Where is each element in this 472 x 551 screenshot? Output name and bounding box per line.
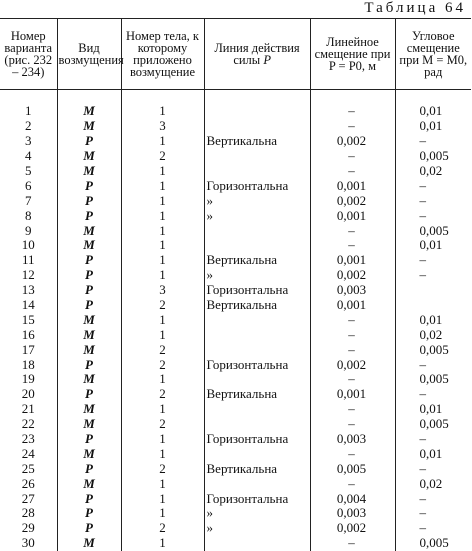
angular-cell: 0,005 (395, 149, 471, 164)
header-row (0, 19, 471, 90)
force-line-cell: Вертикальна (204, 253, 310, 268)
linear-cell: – (310, 119, 395, 134)
variant-cell: 8 (25, 207, 32, 223)
angular-cell: 0,01 (395, 104, 471, 119)
linear-cell: 0,001 (310, 253, 395, 268)
header-load-type: Вид возмущения (57, 19, 121, 90)
body-number-cell: 2 (121, 342, 204, 357)
variant-cell: 19 (21, 371, 35, 387)
body-number-cell: 1 (121, 312, 204, 327)
body-number-cell: 2 (121, 461, 204, 476)
load-type-cell: M (57, 164, 121, 179)
force-line-cell (204, 312, 310, 327)
header-force-line-text: Линия действия силы (214, 41, 300, 67)
variant-cell: 20 (21, 386, 35, 402)
force-line-cell (204, 402, 310, 417)
linear-cell: 0,003 (310, 432, 395, 447)
angular-cell: 0,01 (395, 312, 471, 327)
variant-cell: 10 (21, 237, 35, 253)
table-row (0, 491, 471, 506)
table-row (0, 372, 471, 387)
variant-cell: 22 (21, 416, 35, 432)
load-type-cell: P (57, 283, 121, 298)
linear-cell: 0,004 (310, 491, 395, 506)
angular-cell: – (395, 193, 471, 208)
load-type-cell: P (57, 387, 121, 402)
force-line-cell (204, 417, 310, 432)
linear-cell: 0,002 (310, 521, 395, 536)
linear-cell: – (310, 238, 395, 253)
table-row (0, 506, 471, 521)
angular-cell: 0,005 (395, 342, 471, 357)
load-type-cell: M (57, 119, 121, 134)
load-type-cell: M (57, 372, 121, 387)
load-type-cell: P (57, 461, 121, 476)
angular-cell: – (395, 432, 471, 447)
body-number-cell: 2 (121, 521, 204, 536)
body-number-cell: 1 (121, 193, 204, 208)
angular-cell: – (395, 268, 471, 283)
force-line-cell: Горизонтальна (204, 432, 310, 447)
force-line-cell: » (204, 506, 310, 521)
angular-cell: – (395, 357, 471, 372)
load-type-cell: M (57, 104, 121, 119)
table-row (0, 342, 471, 357)
variant-cell: 5 (25, 163, 32, 178)
force-line-cell (204, 238, 310, 253)
force-line-cell (204, 164, 310, 179)
angular-cell: 0,005 (395, 417, 471, 432)
linear-cell: 0,002 (310, 193, 395, 208)
variant-cell: 1 (25, 103, 32, 119)
linear-cell: 0,003 (310, 506, 395, 521)
variant-cell: 3 (25, 133, 32, 149)
variant-cell: 29 (21, 520, 35, 536)
load-type-cell: P (57, 134, 121, 149)
force-line-cell (204, 223, 310, 238)
body-number-cell: 2 (121, 357, 204, 372)
body-number-cell: 1 (121, 164, 204, 179)
angular-cell: – (395, 506, 471, 521)
variant-cell: 27 (21, 490, 35, 506)
table-row (0, 402, 471, 417)
load-type-cell: M (57, 238, 121, 253)
linear-cell: – (310, 104, 395, 119)
angular-cell: 0,01 (395, 238, 471, 253)
linear-cell: 0,002 (310, 134, 395, 149)
load-type-cell: P (57, 506, 121, 521)
force-line-cell: » (204, 193, 310, 208)
body-number-cell: 1 (121, 446, 204, 461)
force-line-cell: Горизонтальна (204, 491, 310, 506)
force-line-cell: Горизонтальна (204, 178, 310, 193)
table-row (0, 283, 471, 298)
variant-cell: 12 (21, 267, 35, 283)
variant-cell: 6 (25, 177, 32, 193)
body-number-cell: 1 (121, 372, 204, 387)
table-row (0, 223, 471, 238)
variant-cell: 7 (25, 192, 32, 208)
linear-cell: – (310, 164, 395, 179)
force-line-cell (204, 476, 310, 491)
table-row (0, 253, 471, 268)
variant-cell: 11 (21, 252, 35, 268)
body-number-cell: 1 (121, 476, 204, 491)
force-line-cell: Горизонтальна (204, 283, 310, 298)
load-type-cell: M (57, 402, 121, 417)
load-type-cell: M (57, 476, 121, 491)
variant-cell: 2 (25, 118, 32, 134)
load-type-cell: M (57, 223, 121, 238)
linear-cell: – (310, 536, 395, 551)
angular-cell: – (395, 387, 471, 402)
angular-cell: 0,02 (395, 476, 471, 491)
load-type-cell: P (57, 193, 121, 208)
body-number-cell: 3 (121, 283, 204, 298)
angular-cell: 0,01 (395, 402, 471, 417)
table-row (0, 387, 471, 402)
body-number-cell: 1 (121, 134, 204, 149)
body-number-cell: 2 (121, 149, 204, 164)
variant-cell: 30 (21, 535, 35, 551)
body-number-cell: 1 (121, 536, 204, 551)
body-number-cell: 1 (121, 402, 204, 417)
table-row (0, 357, 471, 372)
body-number-cell: 1 (121, 268, 204, 283)
force-line-cell: Вертикальна (204, 461, 310, 476)
linear-cell: 0,001 (310, 298, 395, 313)
angular-cell (395, 298, 471, 313)
header-variant: Номер варианта (рис. 232 – 234) (0, 19, 57, 90)
variant-cell: 21 (21, 401, 35, 417)
body-number-cell: 1 (121, 223, 204, 238)
load-type-cell: M (57, 417, 121, 432)
force-line-cell: Вертикальна (204, 298, 310, 313)
variant-cell: 15 (21, 311, 35, 327)
table-row (0, 178, 471, 193)
table-row (0, 298, 471, 313)
table-row (0, 104, 471, 119)
force-line-cell (204, 119, 310, 134)
table-row (0, 446, 471, 461)
table-row (0, 521, 471, 536)
force-line-cell (204, 446, 310, 461)
force-line-cell: Вертикальна (204, 387, 310, 402)
angular-cell: 0,005 (395, 372, 471, 387)
linear-cell: 0,005 (310, 461, 395, 476)
load-type-cell: P (57, 268, 121, 283)
variant-cell: 28 (21, 505, 35, 521)
body-number-cell: 1 (121, 104, 204, 119)
linear-cell: – (310, 446, 395, 461)
header-body-number: Номер тела, к которому приложено возмущение (121, 19, 204, 90)
table-body (0, 90, 471, 551)
angular-cell: – (395, 461, 471, 476)
table-row (0, 312, 471, 327)
angular-cell: 0,02 (395, 164, 471, 179)
table-row (0, 193, 471, 208)
header-angular: Угловое смещение при M = M0, рад (395, 19, 471, 90)
force-line-cell (204, 342, 310, 357)
spacer-row (0, 90, 471, 105)
force-line-cell: Вертикальна (204, 134, 310, 149)
table-row (0, 417, 471, 432)
angular-cell: – (395, 134, 471, 149)
body-number-cell: 1 (121, 253, 204, 268)
force-line-cell: » (204, 208, 310, 223)
load-type-cell: P (57, 253, 121, 268)
load-type-cell: P (57, 298, 121, 313)
force-line-cell (204, 372, 310, 387)
body-number-cell: 1 (121, 432, 204, 447)
linear-cell: – (310, 402, 395, 417)
linear-cell: 0,001 (310, 387, 395, 402)
angular-cell: – (395, 208, 471, 223)
load-type-cell: M (57, 342, 121, 357)
body-number-cell: 2 (121, 387, 204, 402)
load-type-cell: P (57, 208, 121, 223)
table-row (0, 461, 471, 476)
variant-cell: 9 (25, 222, 32, 238)
body-number-cell: 1 (121, 208, 204, 223)
angular-cell: 0,01 (395, 446, 471, 461)
table-row (0, 268, 471, 283)
load-type-cell: M (57, 446, 121, 461)
linear-cell: 0,001 (310, 178, 395, 193)
table-row (0, 327, 471, 342)
table-row (0, 164, 471, 179)
force-vector-symbol: P⃗ (263, 53, 281, 67)
body-number-cell: 2 (121, 417, 204, 432)
table-row (0, 536, 471, 551)
angular-cell: – (395, 491, 471, 506)
force-line-cell: » (204, 268, 310, 283)
linear-cell: 0,002 (310, 268, 395, 283)
body-number-cell: 1 (121, 327, 204, 342)
force-line-cell: » (204, 521, 310, 536)
header-force-line (204, 19, 310, 90)
table-row (0, 134, 471, 149)
linear-cell: – (310, 327, 395, 342)
load-type-cell: P (57, 432, 121, 447)
angular-cell: – (395, 521, 471, 536)
linear-cell: – (310, 476, 395, 491)
body-number-cell: 1 (121, 178, 204, 193)
variant-cell: 14 (21, 297, 35, 313)
variant-cell: 23 (21, 431, 35, 447)
linear-cell: – (310, 417, 395, 432)
table-row (0, 149, 471, 164)
angular-cell: 0,02 (395, 327, 471, 342)
data-table (0, 18, 471, 551)
force-line-cell: Горизонтальна (204, 357, 310, 372)
variant-cell: 13 (21, 282, 35, 298)
table-caption: Таблица 64 (364, 0, 466, 16)
linear-cell: – (310, 372, 395, 387)
angular-cell: – (395, 178, 471, 193)
variant-cell: 24 (21, 445, 35, 461)
force-line-cell (204, 104, 310, 119)
angular-cell (395, 283, 471, 298)
load-type-cell: P (57, 357, 121, 372)
angular-cell: – (395, 253, 471, 268)
body-number-cell: 1 (121, 506, 204, 521)
linear-cell: 0,003 (310, 283, 395, 298)
linear-cell: – (310, 223, 395, 238)
load-type-cell: M (57, 149, 121, 164)
force-line-cell (204, 327, 310, 342)
load-type-cell: M (57, 536, 121, 551)
variant-cell: 18 (21, 356, 35, 372)
linear-cell: – (310, 342, 395, 357)
load-type-cell: M (57, 312, 121, 327)
table-row (0, 432, 471, 447)
angular-cell: 0,005 (395, 536, 471, 551)
load-type-cell: P (57, 491, 121, 506)
variant-cell: 17 (21, 341, 35, 357)
load-type-cell: P (57, 521, 121, 536)
force-line-cell (204, 149, 310, 164)
table-row (0, 238, 471, 253)
body-number-cell: 1 (121, 491, 204, 506)
linear-cell: – (310, 312, 395, 327)
body-number-cell: 2 (121, 298, 204, 313)
force-line-cell (204, 536, 310, 551)
variant-cell: 25 (21, 460, 35, 476)
body-number-cell: 3 (121, 119, 204, 134)
angular-cell: 0,01 (395, 119, 471, 134)
linear-cell: 0,002 (310, 357, 395, 372)
table-row (0, 208, 471, 223)
linear-cell: – (310, 149, 395, 164)
table-row (0, 476, 471, 491)
linear-cell: 0,001 (310, 208, 395, 223)
header-linear: Линейное смещение при P = P0, м (310, 19, 395, 90)
load-type-cell: P (57, 178, 121, 193)
variant-cell: 16 (21, 326, 35, 342)
variant-cell: 4 (25, 148, 32, 164)
body-number-cell: 1 (121, 238, 204, 253)
angular-cell: 0,005 (395, 223, 471, 238)
table-row (0, 119, 471, 134)
load-type-cell: M (57, 327, 121, 342)
variant-cell: 26 (21, 475, 35, 491)
